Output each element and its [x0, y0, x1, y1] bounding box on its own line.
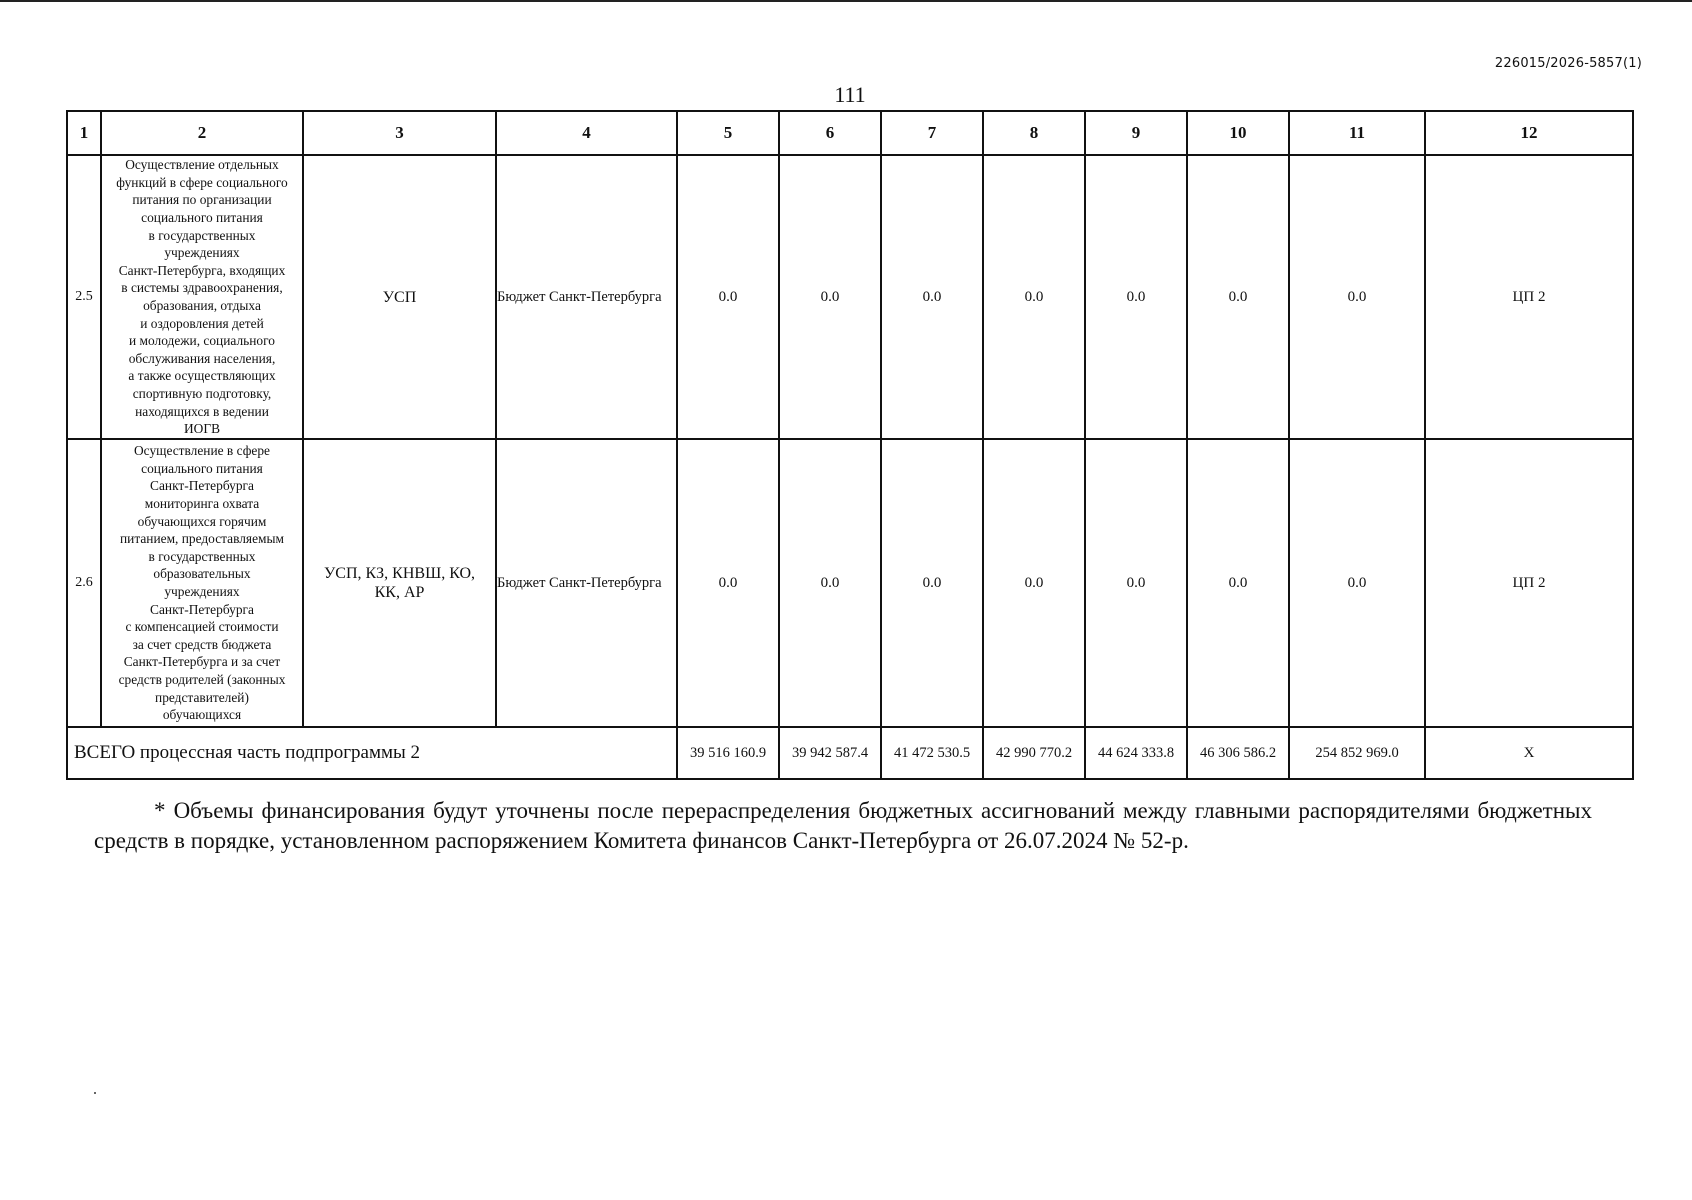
column-header: 6 [779, 111, 881, 155]
description-line: в государственных [148, 227, 256, 243]
description-line: ИОГВ [183, 421, 220, 437]
row-funding-source: Бюджет Санкт-Петербурга [496, 155, 677, 439]
description-line: питанием, предоставляемым [120, 531, 284, 547]
row-executor [303, 155, 496, 439]
page-number: 111 [834, 82, 866, 107]
total-label: ВСЕГО процессная часть подпрограммы 2 [67, 727, 677, 779]
description-line: образования, отдыха [143, 298, 261, 313]
total-value: 39 942 587.4 [779, 727, 881, 779]
description-line: питания по организации [132, 192, 272, 208]
column-header: 10 [1187, 111, 1289, 155]
description-line: Санкт-Петербурга и за счет [123, 654, 281, 670]
total-value: 39 516 160.9 [677, 727, 779, 779]
row-number: 2.5 [67, 155, 101, 439]
description-line: социального питания [141, 460, 263, 476]
description-line: Санкт-Петербурга [150, 478, 254, 494]
description-line: Санкт-Петербурга, входящих [118, 262, 286, 278]
row-value: 0.0 [1187, 155, 1289, 439]
row-value: 0.0 [779, 155, 881, 439]
row-description [101, 439, 303, 727]
column-header: 3 [303, 111, 496, 155]
column-header: 5 [677, 111, 779, 155]
description-line: Осуществление в сфере [134, 443, 270, 459]
row-value: 0.0 [677, 155, 779, 439]
description-line: функций в сфере социального [116, 174, 288, 190]
row-value: 0.0 [677, 439, 779, 727]
row-number: 2.6 [67, 439, 101, 727]
executor-line: УСП [382, 288, 417, 306]
description-line: спортивную подготовку, [132, 385, 272, 401]
top-scan-edge [0, 0, 1692, 2]
description-line: средств родителей (законных [118, 671, 286, 687]
column-header: 9 [1085, 111, 1187, 155]
header-row [67, 111, 1633, 155]
row-value: 0.0 [1289, 439, 1425, 727]
description-line: образовательных [153, 566, 251, 582]
total-value: 44 624 333.8 [1085, 727, 1187, 779]
row-value: 0.0 [1085, 439, 1187, 727]
column-header: 11 [1289, 111, 1425, 155]
description-line: Санкт-Петербурга [150, 601, 254, 617]
row-target: ЦП 2 [1425, 155, 1633, 439]
row-funding-source: Бюджет Санкт-Петербурга [496, 439, 677, 727]
column-header: 8 [983, 111, 1085, 155]
description-line: в государственных [148, 548, 256, 564]
description-line: социального питания [141, 210, 263, 226]
description-line: и молодежи, социального [129, 333, 275, 349]
row-target: ЦП 2 [1425, 439, 1633, 727]
description-line: находящихся в ведении [135, 403, 269, 419]
column-header: 7 [881, 111, 983, 155]
funding-footnote: * Объемы финансирования будут уточнены после перераспределения бюджетных ассигнований между главными распорядителями бюджетных средств в порядке, установленном распоряжением Комитета финансов Санкт-Петербурга от 26.07.2024 № 52-р. [94, 798, 1592, 853]
description-line: и оздоровления детей [140, 315, 264, 331]
description-line: обучающихся [162, 707, 242, 723]
total-target: Х [1425, 727, 1633, 779]
total-value: 42 990 770.2 [983, 727, 1085, 779]
row-value: 0.0 [1289, 155, 1425, 439]
executor-line: УСП, КЗ, КНВШ, КО, [323, 565, 476, 582]
row-executor [303, 439, 496, 727]
budget-table-container [66, 110, 1632, 780]
total-row [67, 727, 1633, 779]
row-value: 0.0 [881, 155, 983, 439]
description-line: учреждениях [164, 245, 240, 261]
description-line: представителей) [155, 689, 249, 705]
document-id: 226015/2026-5857(1) [1494, 56, 1642, 71]
description-line: за счет средств бюджета [132, 636, 272, 652]
column-header: 1 [67, 111, 101, 155]
total-value: 46 306 586.2 [1187, 727, 1289, 779]
budget-table [66, 110, 1634, 780]
table-row [67, 439, 1633, 727]
row-value: 0.0 [1187, 439, 1289, 727]
row-value: 0.0 [779, 439, 881, 727]
row-value: 0.0 [881, 439, 983, 727]
description-line: учреждениях [164, 584, 240, 599]
total-value: 41 472 530.5 [881, 727, 983, 779]
description-line: с компенсацией стоимости [125, 619, 279, 635]
executor-line: КК, АР [374, 584, 425, 601]
table-row [67, 155, 1633, 439]
description-line: Осуществление отдельных [125, 157, 279, 173]
description-line: обслуживания населения, [128, 350, 276, 366]
description-line: в системы здравоохранения, [121, 280, 283, 296]
column-header: 4 [496, 111, 677, 155]
row-value: 0.0 [983, 439, 1085, 727]
column-header: 2 [101, 111, 303, 155]
row-value: 0.0 [1085, 155, 1187, 439]
column-header: 12 [1425, 111, 1633, 155]
description-line: а также осуществляющих [128, 368, 276, 384]
total-value: 254 852 969.0 [1289, 727, 1425, 779]
description-line: мониторинга охвата [144, 496, 260, 512]
row-value: 0.0 [983, 155, 1085, 439]
description-line: обучающихся горячим [137, 513, 267, 529]
row-description [101, 155, 303, 439]
scan-speck [94, 1092, 96, 1094]
